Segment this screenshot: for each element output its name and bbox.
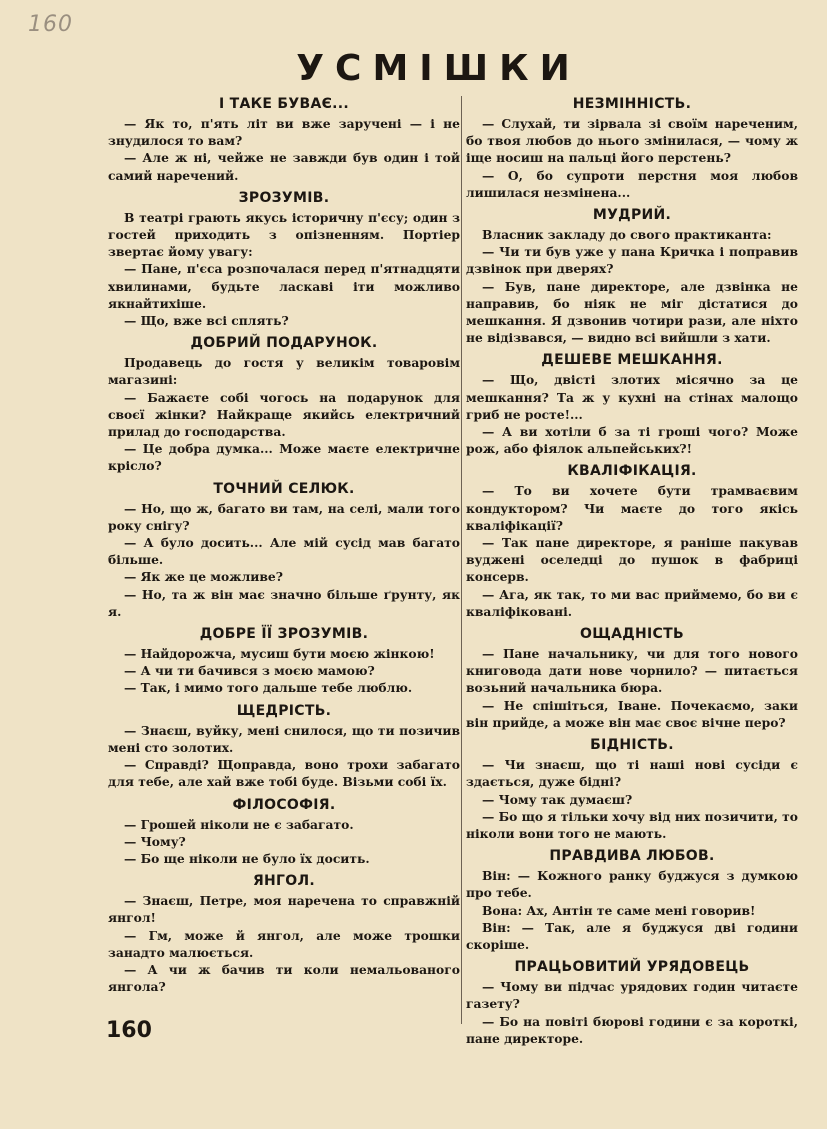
right-column bbox=[466, 92, 798, 1053]
joke-section bbox=[108, 190, 460, 329]
section-heading: ФІЛОСОФІЯ. bbox=[232, 796, 336, 813]
section-paragraph: — Пане, п'єса розпочалася перед п'ятнадцяти хвилинами, будьте ласкаві іти можливо якнайтихіше. bbox=[108, 261, 460, 311]
section-heading: БІДНІСТЬ. bbox=[590, 737, 674, 754]
section-paragraph: — Знаєш, Петре, моя наречена то справжній янгол! bbox=[108, 893, 460, 926]
section-paragraph: — Так, і мимо того дальше тебе люблю. bbox=[124, 680, 413, 696]
joke-section bbox=[466, 96, 798, 201]
section-heading: ДОБРЕ ЇЇ ЗРОЗУМІВ. bbox=[199, 626, 369, 643]
section-paragraph: — Не спішіться, Іване. Почекаємо, заки він прийде, а може він має своє вічне перо? bbox=[466, 697, 798, 730]
section-paragraph: — Слухай, ти зірвала зі своїм нареченим, бо твоя любов до нього змінилася, — чому ж іще носиш на пальці його перстень? bbox=[466, 116, 798, 166]
section-heading: НЕЗМІННІСТЬ. bbox=[572, 96, 692, 112]
section-paragraph: — Був, пане директоре, але дзвінка не направив, бо ніяк не міг дістатися до мешкання. Я дзвонив чотири рази, але ніхто не відізвався, — видно всі вийшли з хати. bbox=[466, 278, 798, 346]
section-heading: ПРАВДИВА ЛЮБОВ. bbox=[549, 848, 715, 865]
section-paragraph: — Чи знаєш, що ті наші нові сусіди є здається, дуже бідні? bbox=[466, 757, 798, 790]
section-paragraph: — Справді? Щоправда, воно трохи забагато для тебе, але хай вже тобі буде. Візьми собі їх. bbox=[108, 757, 460, 790]
section-paragraph: — Як то, п'ять літ ви вже заручені — і не знудилося то вам? bbox=[108, 116, 460, 149]
section-paragraph: — Чи ти був уже у пана Кричка і поправив дзвінок при дверях? bbox=[466, 244, 798, 277]
handwritten-page-note: 160 bbox=[28, 12, 73, 37]
section-heading: ПРАЦЬОВИТИЙ УРЯДОВЕЦЬ bbox=[514, 959, 750, 976]
joke-section bbox=[108, 626, 460, 697]
section-paragraph: — Ага, як так, то ми вас приймемо, бо ви є кваліфіковані. bbox=[466, 586, 798, 619]
section-heading: ОЩАДНІСТЬ bbox=[580, 626, 684, 643]
section-paragraph: — А було досить... Але мій сусід мав багато більше. bbox=[108, 535, 460, 568]
section-paragraph: — Чому так думаєш? bbox=[482, 791, 633, 807]
joke-section bbox=[108, 481, 460, 620]
section-paragraph: — Бо на повіті бюрові години є за короткі, пане директоре. bbox=[466, 1013, 798, 1046]
joke-section bbox=[466, 626, 798, 731]
section-paragraph: Продавець до гостя у великім товаровім магазині: bbox=[108, 355, 460, 388]
section-heading: ТОЧНИЙ СЕЛЮК. bbox=[213, 480, 355, 497]
left-column bbox=[108, 92, 460, 1001]
section-paragraph: — Але ж ні, чейже не завжди був один і той самий наречений. bbox=[108, 150, 460, 183]
column-divider bbox=[461, 96, 462, 1024]
section-paragraph: — Що, вже всі сплять? bbox=[124, 313, 289, 329]
section-paragraph: — Чому? bbox=[124, 833, 186, 849]
joke-section bbox=[108, 335, 460, 474]
section-paragraph: — Як же це можливе? bbox=[124, 569, 283, 585]
section-paragraph: — Знаєш, вуйку, мені снилося, що ти позичив мені сто золотих. bbox=[108, 722, 460, 755]
joke-section bbox=[466, 352, 798, 457]
section-paragraph: — Найдорожча, мусиш бути моєю жінкою! bbox=[124, 646, 435, 662]
section-paragraph: — О, бо супроти перстня моя любов лишилася незмінена... bbox=[466, 167, 798, 200]
section-paragraph: — А чи ж бачив ти коли немальованого янгола? bbox=[108, 961, 460, 995]
section-paragraph: — Грошей ніколи не є забагато. bbox=[124, 816, 354, 832]
joke-section bbox=[466, 959, 798, 1047]
page-number: 160 bbox=[106, 1018, 152, 1043]
section-paragraph: — Бажаєте собі чогось на подарунок для своєї жінки? Найкраще якийсь електричний прилад до господарства. bbox=[108, 389, 460, 440]
joke-section bbox=[108, 703, 460, 791]
joke-section bbox=[466, 207, 798, 346]
section-paragraph: — Но, що ж, багато ви там, на селі, мали того року снігу? bbox=[108, 500, 460, 533]
section-heading: І ТАКЕ БУВАЄ... bbox=[218, 96, 350, 112]
section-paragraph: Він: — Так, але я буджуся дві години скоріше. bbox=[466, 919, 798, 952]
page-title: УСМІШКИ bbox=[296, 48, 581, 89]
section-heading: ЩЕДРІСТЬ. bbox=[236, 702, 332, 719]
joke-section bbox=[108, 797, 460, 868]
section-heading: ЗРОЗУМІВ. bbox=[238, 189, 330, 206]
section-paragraph: Власник закладу до свого практиканта: bbox=[482, 227, 772, 243]
joke-section bbox=[108, 873, 460, 995]
section-paragraph: — Но, та ж він має значно більше ґрунту, як я. bbox=[108, 586, 460, 619]
section-paragraph: — Гм, може й янгол, але може трошки занадто малюється. bbox=[108, 927, 460, 960]
section-paragraph: Він: — Кожного ранку буджуся з думкою про тебе. bbox=[466, 868, 798, 901]
section-paragraph: В театрі грають якусь історичну п'єсу; один з гостей приходить з опізненням. Портіер звертає йому увагу: bbox=[108, 209, 460, 260]
section-paragraph: — Це добра думка... Може маєте електричне крісло? bbox=[108, 441, 460, 474]
joke-section bbox=[466, 848, 798, 953]
section-paragraph: — Так пане директоре, я раніше пакував вуджені оселедці до пушок в фабриці консерв. bbox=[466, 535, 798, 585]
section-heading: ЯНГОЛ. bbox=[252, 873, 316, 890]
section-paragraph: — А чи ти бачився з моєю мамою? bbox=[124, 663, 375, 679]
section-paragraph: — Бо що я тільки хочу від них позичити, то ніколи вони того не мають. bbox=[466, 808, 798, 841]
section-paragraph: — То ви хочете бути трамваєвим кондуктором? Чи маєте до того якісь кваліфікації? bbox=[466, 483, 798, 533]
section-heading: ДОБРИЙ ПОДАРУНОК. bbox=[190, 335, 378, 352]
joke-section bbox=[466, 463, 798, 620]
section-paragraph: — А ви хотіли б за ті гроші чого? Може рож, або фіялок альпейських?! bbox=[466, 424, 798, 457]
section-paragraph: — Чому ви підчас урядових годин читаєте газету? bbox=[466, 979, 798, 1012]
section-paragraph: Вона: Ах, Антін те саме мені говорив! bbox=[482, 902, 756, 918]
section-paragraph: — Бо ще ніколи не було їх досить. bbox=[124, 850, 370, 866]
section-heading: МУДРИЙ. bbox=[592, 207, 672, 224]
section-paragraph: — Пане начальнику, чи для того нового книговода дати нове чорнило? — питається возьний начальника бюра. bbox=[466, 646, 798, 696]
section-paragraph: — Що, двісті злотих місячно за це мешкання? Та ж у кухні на стінах малощо гриб не росте!... bbox=[466, 372, 798, 422]
joke-section bbox=[108, 96, 460, 184]
section-heading: ДЕШЕВЕ МЕШКАННЯ. bbox=[541, 352, 723, 369]
joke-section bbox=[466, 737, 798, 842]
section-heading: КВАЛІФІКАЦІЯ. bbox=[567, 463, 697, 480]
